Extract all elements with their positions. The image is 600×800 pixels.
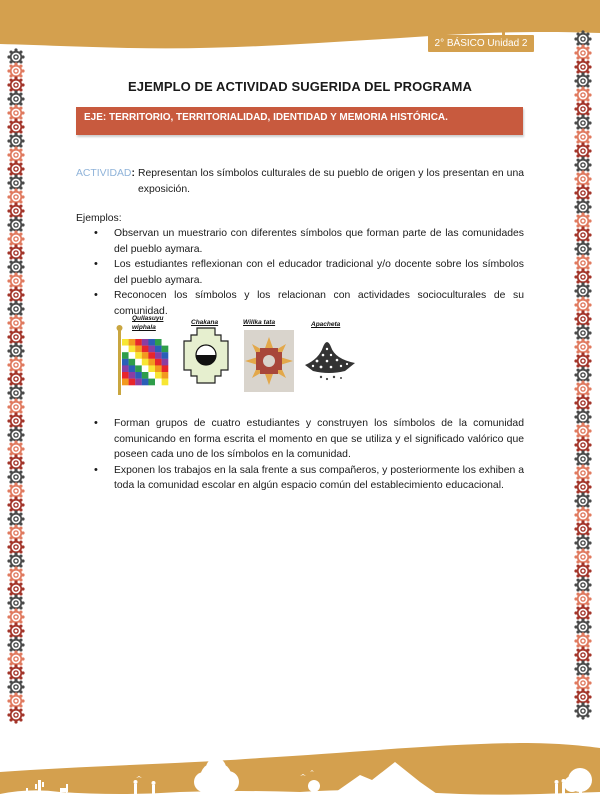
activity-text: Representan los símbolos culturales de su pueblo de origen y los presentan en una exposición. (137, 168, 525, 195)
list-item: • Exponen los trabajos en la sala frente a sus compañeros, y posteriormente los exhiben a toda la comunidad escolar en algún espacio común del establecimiento educacional. (90, 463, 524, 494)
chakana-cross-icon: Chakana (177, 315, 235, 395)
wiphala-flag-icon: Qullasuyu wiphala (115, 315, 175, 395)
list-item: • Observan un muestrario con diferentes símbolos que forman parte de las comunidades del pueblo aymara. (90, 226, 524, 257)
unit-badge: 2° BÁSICO Unidad 2 (428, 35, 534, 52)
sun-icon: Willka tata (241, 315, 297, 395)
symbols-illustration (115, 315, 360, 395)
list-item: • Forman grupos de cuatro estudiantes y construyen los símbolos de la comunidad comunicando en forma escrita el momento en que se utiliza y el significado valórico que poseen cada uno de los símbolos en la comunidad. (90, 416, 524, 463)
footer-landscape-decoration (0, 700, 600, 800)
examples-list-2 (90, 416, 524, 494)
activity-section (76, 166, 524, 197)
examples-list-1 (90, 226, 524, 319)
page-title: EJEMPLO DE ACTIVIDAD SUGERIDA DEL PROGRAMA (128, 79, 472, 94)
stone-pile-icon: Apacheta (301, 315, 359, 395)
list-item: • Reconocen los símbolos y los relacionan con actividades socioculturales de su comunidad. (90, 288, 524, 319)
list-item: • Los estudiantes reflexionan con el educador tradicional y/o docente sobre los símbolos del pueblo aymara. (90, 257, 524, 288)
examples-title: Ejemplos: (76, 213, 122, 224)
activity-paragraph (76, 166, 524, 197)
axis-banner: EJE: TERRITORIO, TERRITORIALIDAD, IDENTIDAD Y MEMORIA HISTÓRICA. (76, 107, 523, 135)
activity-label: ACTIVIDAD (76, 168, 132, 179)
activity-colon: : (131, 168, 135, 179)
